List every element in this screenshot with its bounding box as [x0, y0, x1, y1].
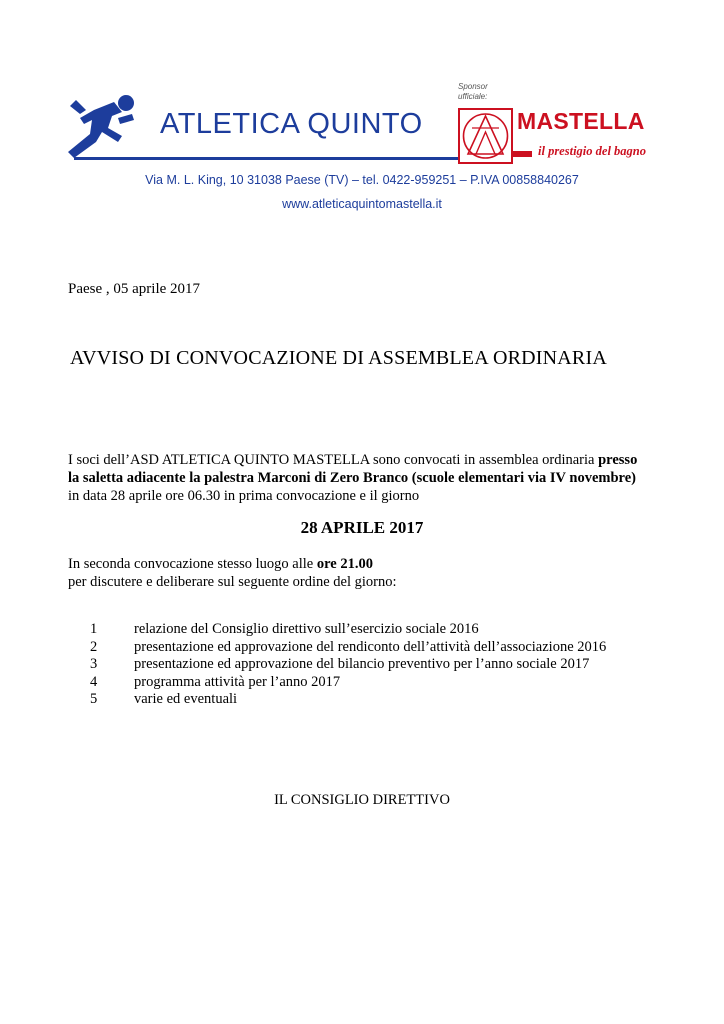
intro-line-3: in data 28 aprile ore 06.30 in prima convocazione e il giorno — [68, 488, 420, 504]
sponsor-label-line1: Sponsor — [458, 82, 488, 91]
agenda-item-number: 2 — [90, 638, 98, 655]
agenda-list — [90, 621, 606, 709]
letter-date: Paese , 05 aprile 2017 — [68, 281, 201, 297]
intro-paragraph — [68, 451, 637, 505]
sponsor-bar — [512, 151, 532, 157]
agenda-item-text: varie ed eventuali — [134, 691, 238, 707]
club-address: Via M. L. King, 10 31038 Paese (TV) – tel. 0422-959251 – P.IVA 00858840267 — [145, 173, 579, 187]
intro-line-1 — [68, 451, 637, 469]
intro-line-2-bold: la saletta adiacente la palestra Marconi di Zero Branco (scuole elementari via IV novembre) — [68, 470, 636, 486]
agenda-item-text: programma attività per l’anno 2017 — [134, 673, 341, 690]
agenda-item — [90, 674, 606, 692]
agenda-item — [90, 691, 606, 709]
agenda-item-text: presentazione ed approvazione del bilancio preventivo per l’anno sociale 2017 — [134, 656, 590, 672]
runner-logo-icon — [64, 90, 142, 160]
agenda-item — [90, 656, 606, 674]
second-line-2: per discutere e deliberare sul seguente ordine del giorno: — [68, 574, 397, 590]
agenda-item-number: 5 — [90, 691, 98, 707]
agenda-item — [90, 639, 606, 657]
sponsor-label — [458, 82, 488, 102]
sponsor-label-line2: ufficiale: — [458, 92, 488, 101]
agenda-item-number: 3 — [90, 656, 98, 672]
second-line-1-bold: ore 21.00 — [316, 556, 373, 572]
intro-line-1-bold: presso — [598, 452, 638, 468]
signature: IL CONSIGLIO DIRETTIVO — [274, 792, 450, 808]
intro-line-1-text: I soci dell’ASD ATLETICA QUINTO MASTELLA sono convocati in assemblea ordinaria — [68, 452, 599, 468]
club-name: ATLETICA QUINTO — [160, 108, 423, 140]
letter-title: AVVISO DI CONVOCAZIONE DI ASSEMBLEA ORDINARIA — [70, 347, 607, 369]
sponsor-name: MASTELLA — [517, 108, 645, 134]
agenda-item-text: presentazione ed approvazione del rendiconto dell’attività dell’associazione 2016 — [134, 638, 607, 655]
agenda-item — [90, 621, 606, 639]
second-call-paragraph — [68, 555, 397, 591]
agenda-item-number: 4 — [90, 673, 98, 690]
sponsor-tagline: il prestigio del bagno — [538, 144, 646, 158]
second-line-1 — [68, 555, 397, 573]
agenda-item-number: 1 — [90, 621, 98, 637]
agenda-item-text: relazione del Consiglio direttivo sull’esercizio sociale 2016 — [134, 621, 479, 637]
meeting-date: 28 APRILE 2017 — [300, 518, 424, 537]
second-line-1-text: In seconda convocazione stesso luogo alle — [68, 556, 317, 572]
club-website: www.atleticaquintomastella.it — [282, 197, 442, 211]
intro-line-2 — [68, 469, 637, 487]
mastella-logo-icon — [458, 108, 513, 164]
header-divider — [74, 157, 458, 160]
